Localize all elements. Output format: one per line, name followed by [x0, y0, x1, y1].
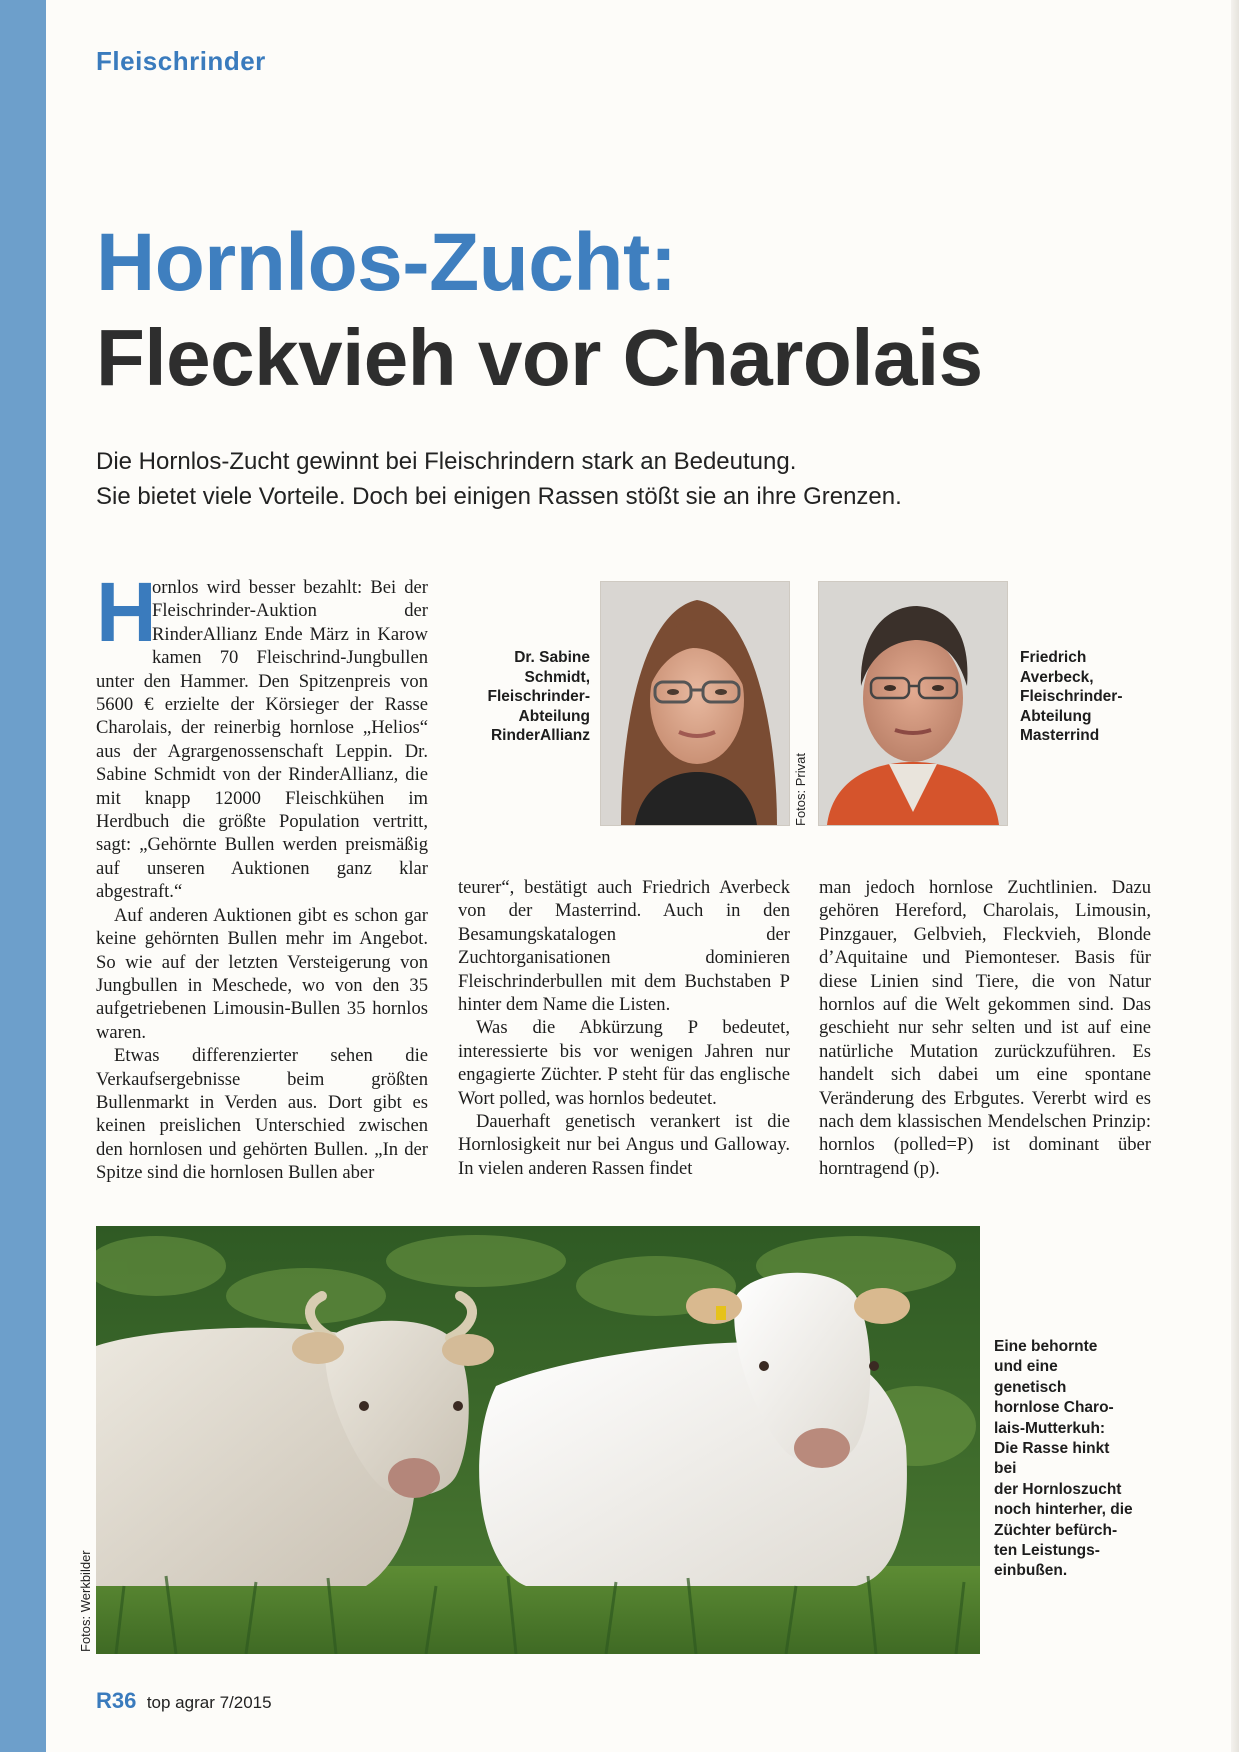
- left-blue-stripe: [0, 0, 46, 1752]
- section-label: Fleischrinder: [96, 46, 266, 76]
- caption-schmidt: Dr. Sabine Schmidt, Fleischrinder- Abteilung RinderAllianz: [487, 649, 590, 744]
- photo-charolais-cows: [96, 1226, 980, 1654]
- page-footer: [96, 1688, 272, 1714]
- caption-cows: Eine behornte und eine genetisch hornlose Charo- lais-Mutterkuh: Die Rasse hinkt bei der Hornloszucht noch hinterher, die Züchter befürch- ten Leistungs- einbußen.: [994, 1338, 1133, 1580]
- dropcap: H: [96, 565, 157, 659]
- photo-credit-cows: Fotos: Werkbilder: [78, 1550, 93, 1652]
- page-edge: [1231, 0, 1239, 1752]
- paragraph: Dauerhaft genetisch verankert ist die Hornlosigkeit nur bei Angus und Galloway. In vielen anderen Rassen findet: [458, 1111, 790, 1179]
- paragraph: Etwas differenzierter sehen die Verkaufsergebnisse beim größten Bullenmarkt in Verden aus. Dort gibt es keinen preislichen Unterschied zwischen den hornlosen und gehörten Bullen. „In der Spitze sind die hornlosen Bullen aber: [96, 1045, 428, 1184]
- body-column-2: [458, 876, 790, 1180]
- paragraph: Auf anderen Auktionen gibt es schon gar keine gehörnten Bullen mehr im Angebot. So wie auf der letzten Versteigerung von Jungbullen in Meschede, wo von den 35 aufgetriebenen Limousin-Bullen 35 hornlos waren.: [96, 904, 428, 1043]
- paragraph: man jedoch hornlose Zuchtlinien. Dazu gehören Hereford, Charolais, Limousin, Pinzgauer, Gelbvieh, Fleckvieh, Blonde d’Aquitaine und Piemonteser. Basis für diese Linien sind Tiere, die von Natur hornlos auf die Welt gekommen sind. Das geschieht nur sehr selten und ist auf eine natürliche Mutation zurückzuführen. Es handelt sich dabei um eine spontane Veränderung des Erbgutes. Vererbt wird es nach dem klassischen Mendelschen Prinzip: hornlos (polled=P) ist dominant über horntragend (p).: [819, 877, 1151, 1179]
- lead-text: [96, 444, 1096, 514]
- paragraph: teurer“, bestätigt auch Friedrich Averbeck von der Masterrind. Auch in den Besamungskatalogen der Zuchtorganisationen dominieren Fleischrinderbullen mit dem Buchstaben P hinter dem Name die Listen.: [458, 877, 790, 1016]
- caption-averbeck: Friedrich Averbeck, Fleischrinder- Abteilung Masterrind: [1020, 649, 1123, 744]
- photo-sabine-schmidt: [600, 581, 790, 826]
- title-line-1: Hornlos-Zucht:: [96, 217, 677, 308]
- body-column-1: [96, 565, 428, 1185]
- title-line-2: Fleckvieh vor Charolais: [96, 313, 983, 402]
- publication-issue: top agrar 7/2015: [146, 1693, 272, 1712]
- paragraph: Was die Abkürzung P bedeutet, interessierte bis vor wenigen Jahren nur engagierte Züchter. P steht für das englische Wort polled, was hornlos bedeutet.: [458, 1017, 790, 1109]
- paragraph: H ornlos wird besser bezahlt: Bei der Fleischrinder-Auktion der RinderAllianz Ende März in Karow kamen 70 Fleischrind-Jungbullen unter den Hammer. Den Spitzenpreis von 5600 € erzielte der Körsieger der Rasse Charolais, der reinerbig hornlose „Helios“ aus der Agrargenossenschaft Leppin. Dr. Sabine Schmidt von der RinderAllianz, die mit knapp 12000 Fleischkühen im Herdbuch die größte Population vertritt, sagt: „Gehörnte Bullen werden preismäßig auf unseren Auktionen ganz klar abgestraft.“: [96, 565, 428, 903]
- lead-line-2: Sie bietet viele Vorteile. Doch bei einigen Rassen stößt sie an ihre Grenzen.: [96, 483, 902, 510]
- lead-line-1: Die Hornlos-Zucht gewinnt bei Fleischrindern stark an Bedeutung.: [96, 448, 797, 475]
- page-number: R36: [96, 1688, 137, 1713]
- body-column-3: [819, 876, 1151, 1180]
- photo-credit-portraits: Fotos: Privat: [793, 753, 808, 826]
- photo-friedrich-averbeck: [818, 581, 1008, 826]
